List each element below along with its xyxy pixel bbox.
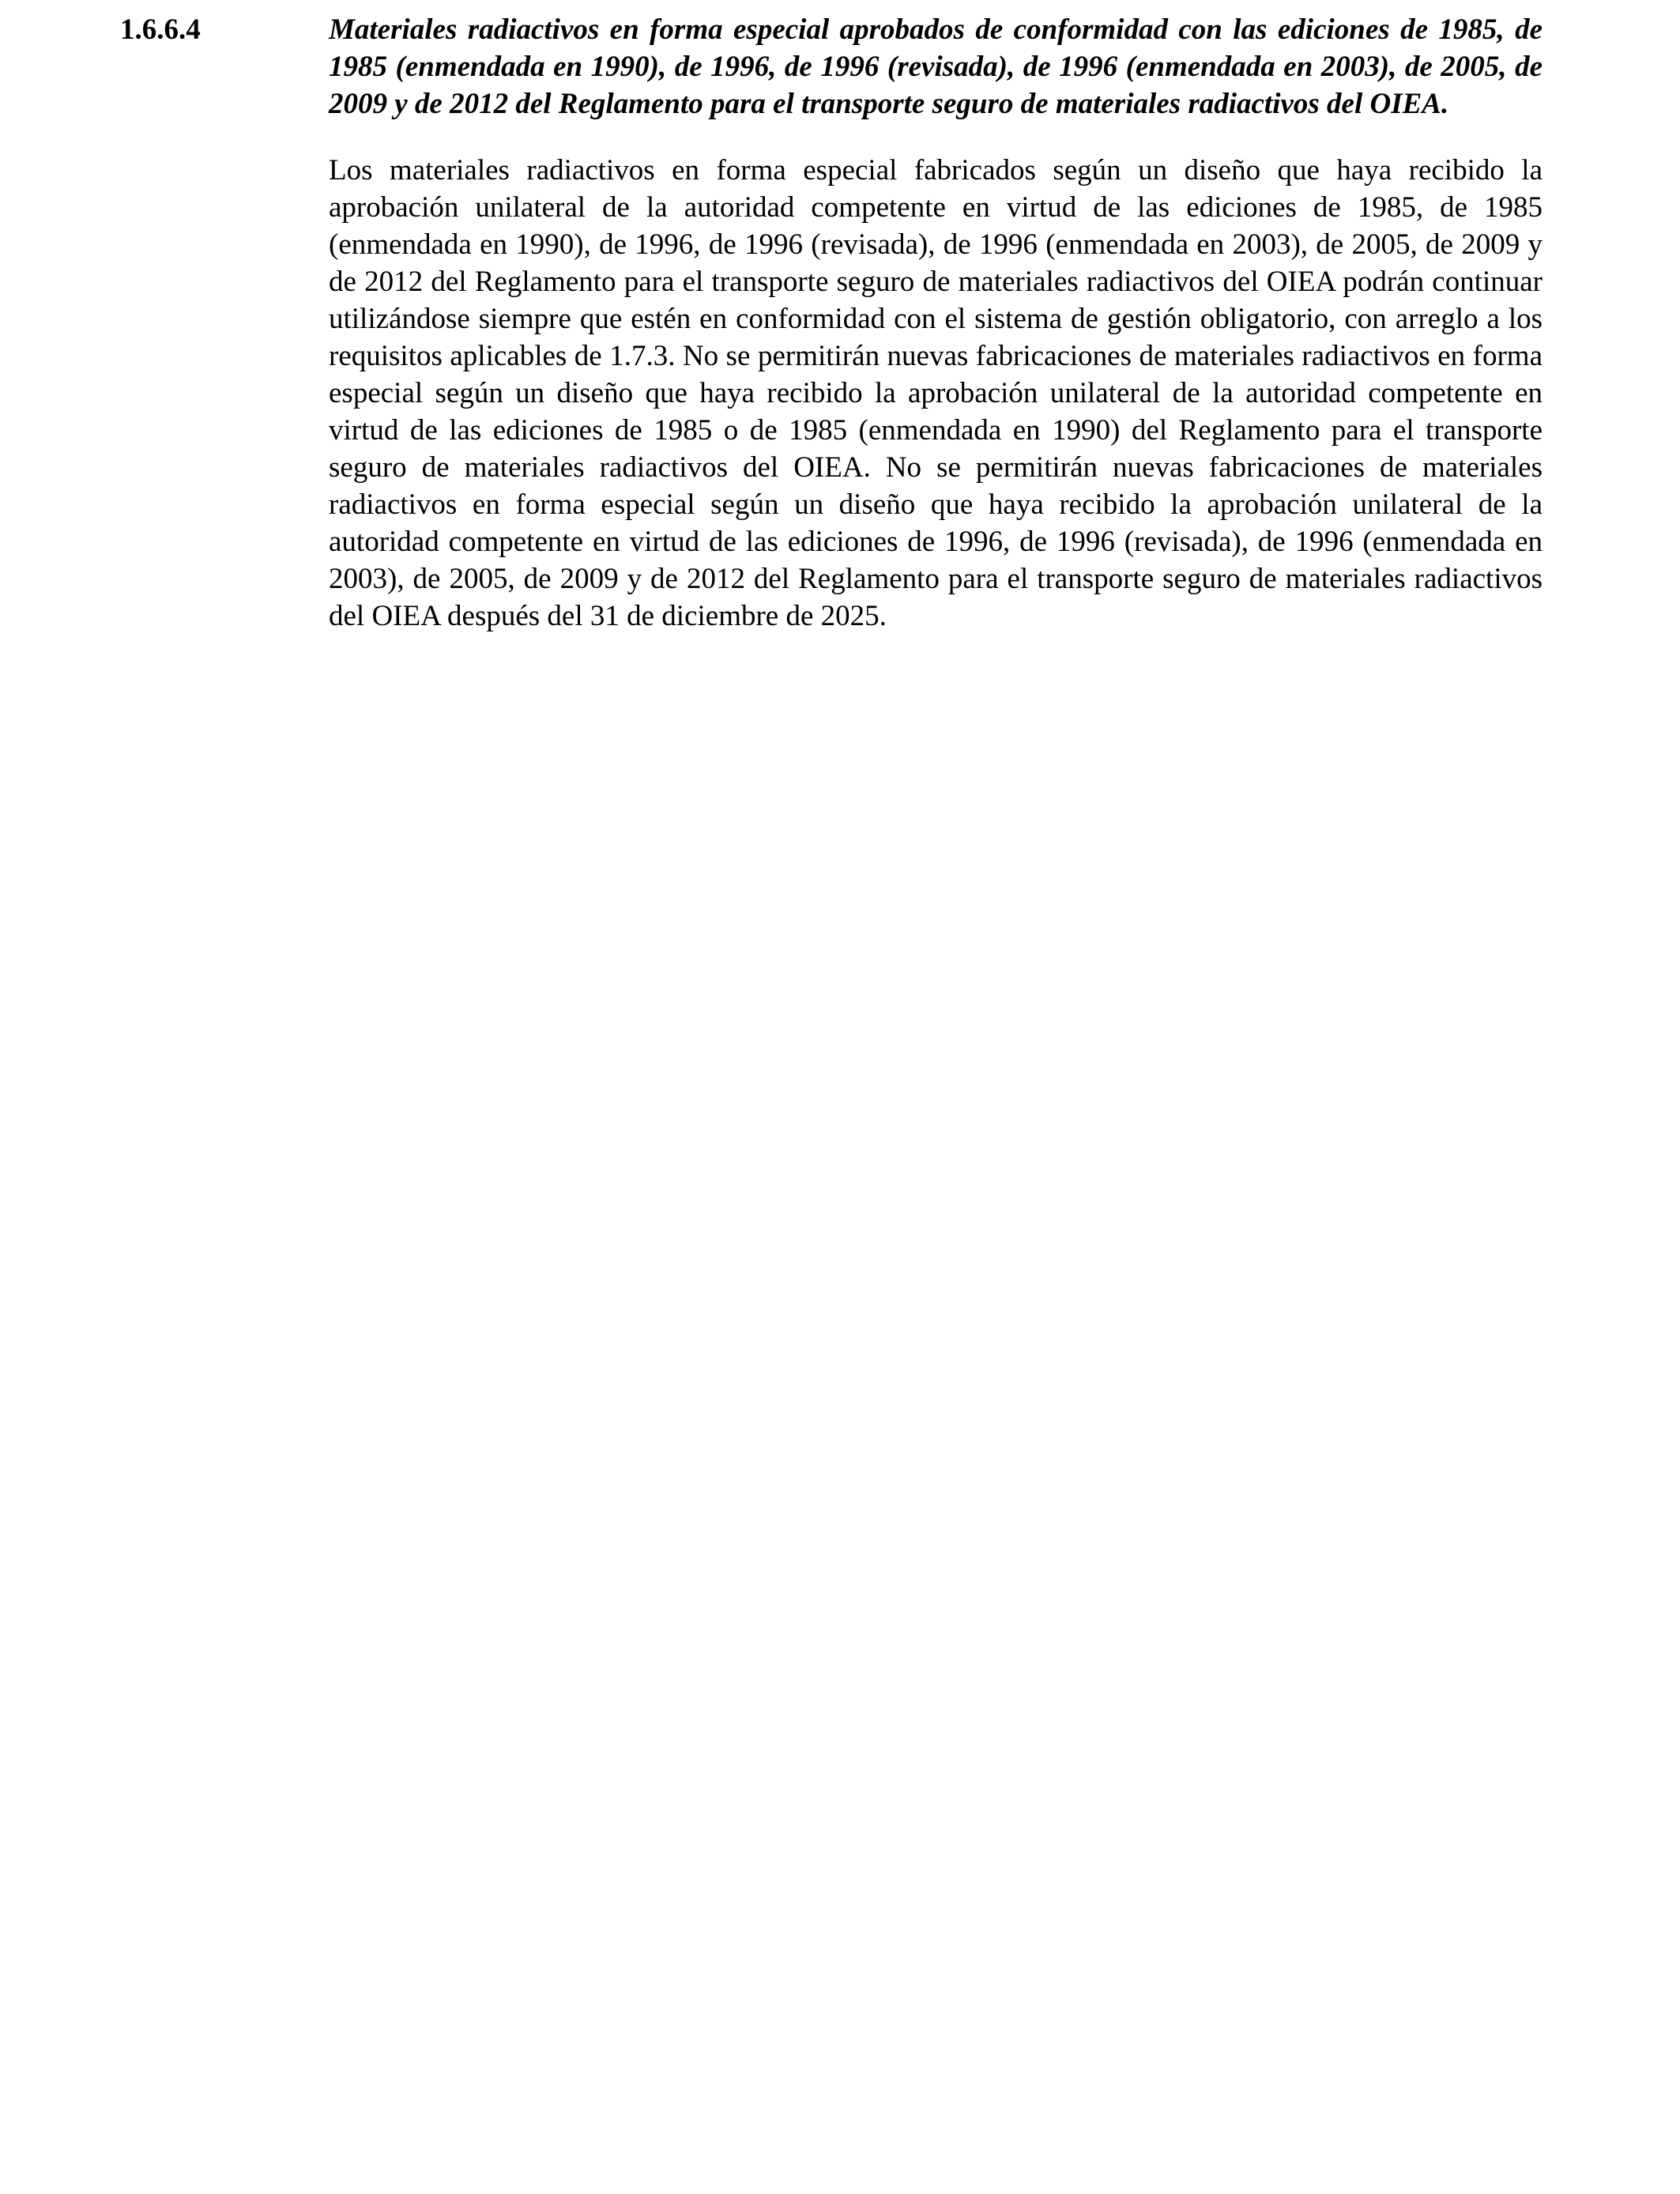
section-title: Materiales radiactivos en forma especial aprobados de conformidad con las ediciones de 1985, de 1985 (enmendada en 1990), de 1996, de 1996 (revisada), de 1996 (enmendada en 2003), de 2005, de 2009 y de 2012 del Reglamento para el transporte seguro de materiales radiactivos del OIEA. xyxy=(329,13,1543,120)
section-number: 1.6.6.4 xyxy=(120,13,201,46)
section-body xyxy=(329,11,1543,635)
section-paragraph: Los materiales radiactivos en forma especial fabricados según un diseño que haya recibido la aprobación unilateral de la autoridad competente en virtud de las ediciones de 1985, de 1985 (enmendada en 1990), de 1996, de 1996 (revisada), de 1996 (enmendada en 2003), de 2005, de 2009 y de 2012 del Reglamento para el transporte seguro de materiales radiactivos del OIEA podrán continuar utilizándose siempre que estén en conformidad con el sistema de gestión obligatorio, con arreglo a los requisitos aplicables de 1.7.3. No se permitirán nuevas fabricaciones de materiales radiactivos en forma especial según un diseño que haya recibido la aprobación unilateral de la autoridad competente en virtud de las ediciones de 1985 o de 1985 (enmendada en 1990) del Reglamento para el transporte seguro de materiales radiactivos del OIEA. No se permitirán nuevas fabricaciones de materiales radiactivos en forma especial según un diseño que haya recibido la aprobación unilateral de la autoridad competente en virtud de las ediciones de 1996, de 1996 (revisada), de 1996 (enmendada en 2003), de 2005, de 2009 y de 2012 del Reglamento para el transporte seguro de materiales radiactivos del OIEA después del 31 de diciembre de 2025. xyxy=(329,154,1543,632)
